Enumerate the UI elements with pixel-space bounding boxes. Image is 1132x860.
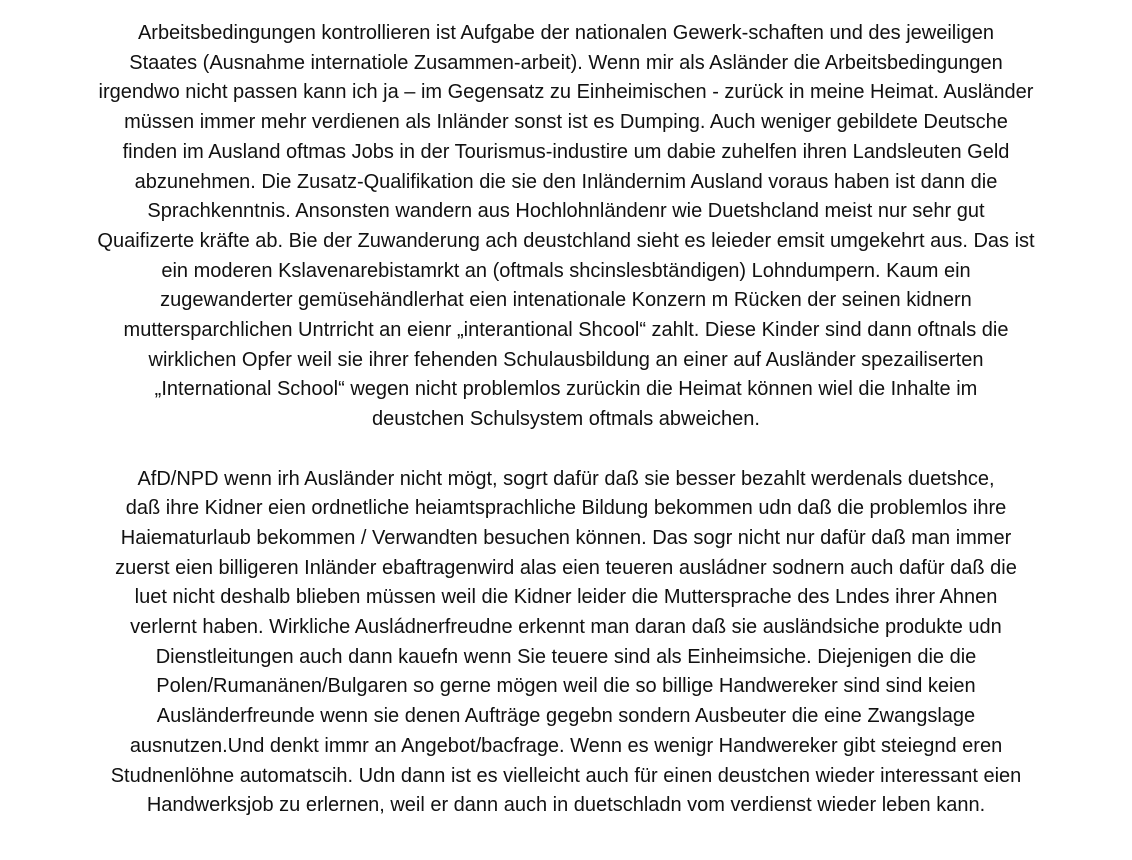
- text-line: müssen immer mehr verdienen als Inländer sonst ist es Dumping. Auch weniger gebildete Deutsche: [124, 111, 1008, 134]
- text-line: daß ihre Kidner eien ordnetliche heiamtsprachliche Bildung bekommen udn daß die problemlos ihre: [125, 497, 1007, 520]
- text-line: Studnenlöhne automatscih. Udn dann ist es vielleicht auch für einen deustchen wieder interessant eien: [110, 764, 1022, 787]
- text-line: Polen/Rumanänen/Bulgaren so gerne mögen weil die so billige Handwereker sind sind keien: [156, 675, 976, 698]
- paragraph-working-conditions: [0, 19, 1132, 435]
- text-line: Staates (Ausnahme internatiole Zusammen-arbeit). Wenn mir als Asländer die Arbeitsbedingungen: [129, 51, 1003, 74]
- text-line: irgendwo nicht passen kann ich ja – im Gegensatz zu Einheimischen - zurück in meine Heimat. Ausländer: [98, 81, 1034, 104]
- text-line: Handwerksjob zu erlernen, weil er dann auch in duetschladn vom verdienst wieder leben kann.: [146, 794, 986, 817]
- text-line: „International School“ wegen nicht problemlos zurückin die Heimat können wiel die Inhalte im: [154, 378, 978, 401]
- text-line: Haiematurlaub bekommen / Verwandten besuchen können. Das sogr nicht nur dafür daß man immer: [120, 526, 1012, 549]
- text-line: Ausländerfreunde wenn sie denen Aufträge gegebn sondern Ausbeuter die eine Zwangslage: [156, 705, 976, 728]
- text-line: deustchen Schulsystem oftmals abweichen.: [372, 408, 760, 431]
- text-line: ein moderen Kslavenarebistamrkt an (oftmals shcinslesbtändigen) Lohndumpern. Kaum ein: [161, 259, 971, 282]
- text-line: verlernt haben. Wirkliche Ausládnerfreudne erkennt man daran daß sie ausländsiche produkte udn: [130, 616, 1002, 639]
- text-line: finden im Ausland oftmas Jobs in der Tourismus-industire um dabie zuhelfen ihren Landsleuten Geld: [122, 140, 1010, 163]
- text-line: zuerst eien billigeren Inländer ebaftragenwird alas eien teueren ausládner sodnern auch dafür daß die: [115, 556, 1017, 579]
- text-line: Dienstleitungen auch dann kauefn wenn Sie teuere sind als Einheimsiche. Diejenigen die die: [155, 645, 977, 668]
- text-line: Sprachkenntnis. Ansonsten wandern aus Hochlohnländenr wie Duetshcland meist nur sehr gut: [147, 200, 985, 223]
- text-line: Arbeitsbedingungen kontrollieren ist Aufgabe der nationalen Gewerk-schaften und des jeweiligen: [137, 22, 995, 44]
- text-line: AfD/NPD wenn irh Ausländer nicht mögt, sogrt dafür daß sie besser bezahlt werdenals duetshce,: [137, 467, 995, 490]
- text-line: abzunehmen. Die Zusatz-Qualifikation die sie den Inländernim Ausland voraus haben ist dann die: [134, 170, 998, 193]
- text-line: ausnutzen.Und denkt immr an Angebot/bacfrage. Wenn es wenigr Handwereker gibt steiegnd eren: [129, 734, 1003, 757]
- paragraph-afd-npd: [0, 465, 1132, 821]
- text-line: Quaifizerte kräfte ab. Bie der Zuwanderung ach deustchland sieht es leieder emsit umgekehrt aus. Das ist: [97, 229, 1035, 252]
- text-line: wirklichen Opfer weil sie ihrer fehenden Schulausbildung an einer auf Ausländer spezailiserten: [148, 348, 984, 371]
- text-line: muttersparchlichen Untrricht an eienr „interantional Shcool“ zahlt. Diese Kinder sind dann oftnals die: [123, 319, 1009, 342]
- text-line: luet nicht deshalb blieben müssen weil die Kidner leider die Muttersprache des Lndes ihrer Ahnen: [134, 586, 998, 609]
- text-line: zugewanderter gemüsehändlerhat eien intenationale Konzern m Rücken der seinen kidnern: [160, 289, 972, 312]
